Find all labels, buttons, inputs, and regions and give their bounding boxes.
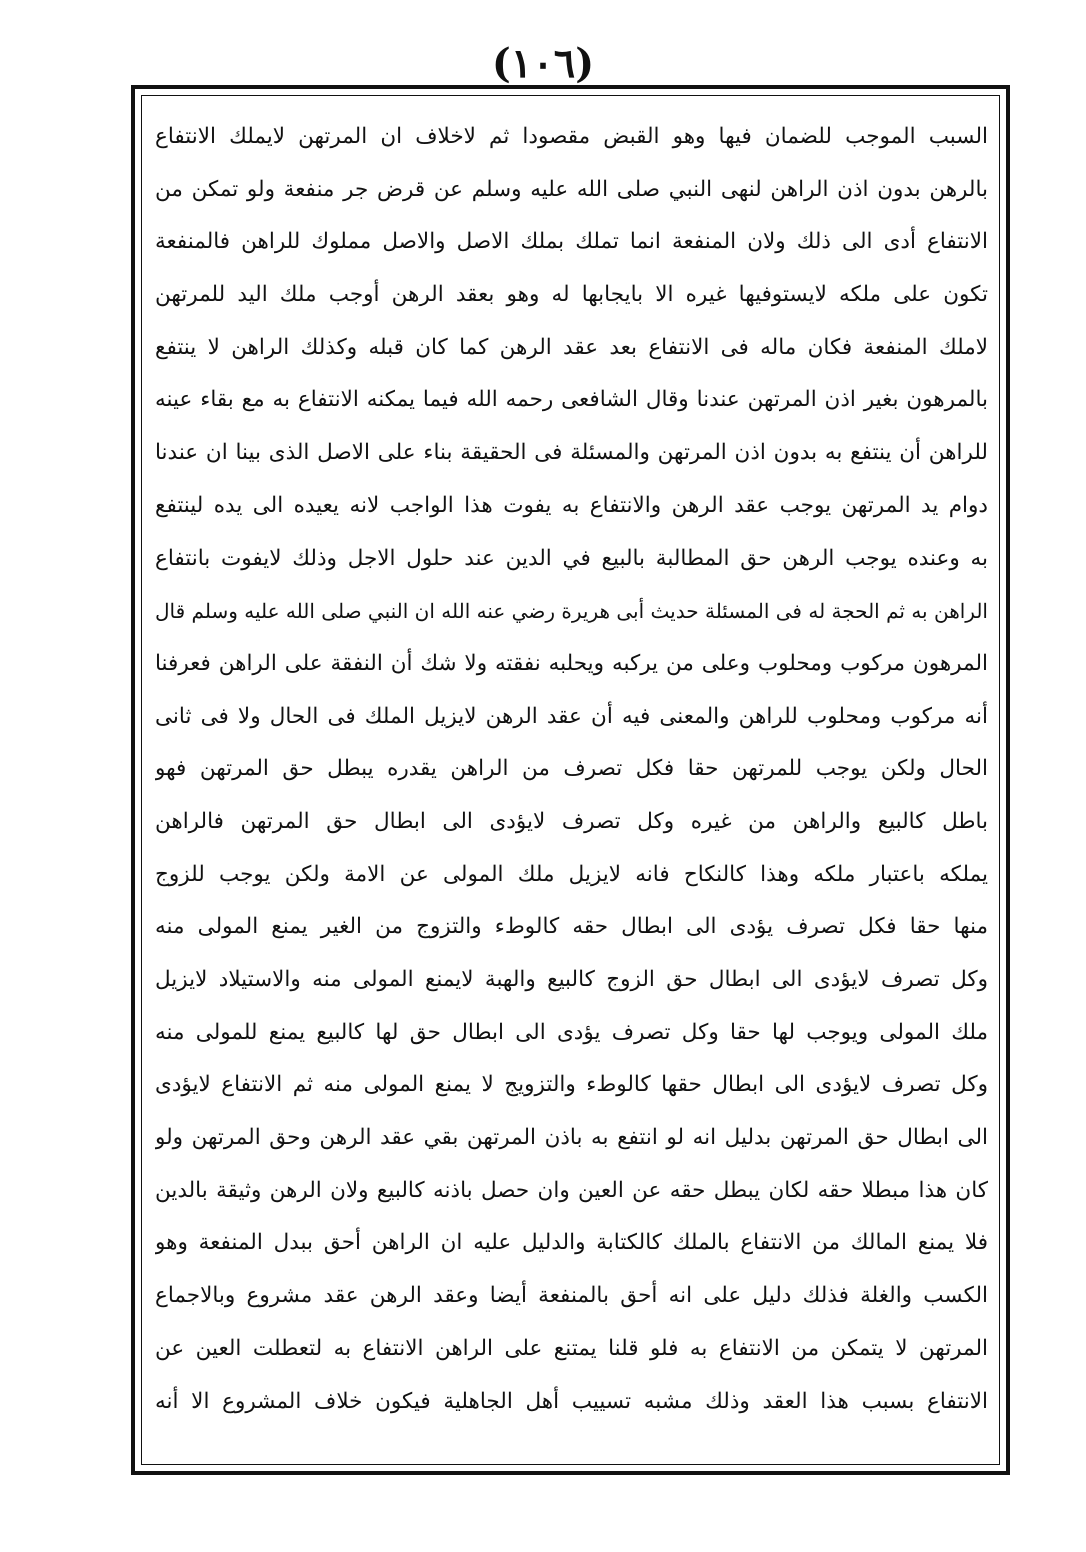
text-line: بالمرهون بغير اذن المرتهن عندنا وقال الشافعى رحمه الله فيما يمكنه الانتفاع به مع بقاء عينه: [155, 387, 988, 413]
text-line: الحال ولكن يوجب للمرتهن حقا فكل تصرف من الراهن يقدره يبطل حق المرتهن فهو: [155, 756, 988, 782]
text-line: ملك المولى ويوجب لها حقا وكل تصرف يؤدى الى ابطال حق لها كالبيع يمنع للمولى منه: [155, 1019, 988, 1045]
page-frame: [131, 85, 1010, 1475]
text-line: الراهن به ثم الحجة له فى المسئلة حديث أبى هريرة رضي عنه الله ان النبي صلى الله عليه وسلم قال: [155, 599, 988, 624]
text-line: المرتهن لا يتمكن من الانتفاع به فلو قلنا يمتنع على الراهن الانتفاع به لتعطلت العين عن: [155, 1335, 988, 1361]
text-line: باطل كالبيع والراهن من غيره وكل تصرف لايؤدى الى ابطال حق المرتهن فالراهن: [155, 808, 988, 834]
text-line: دوام يد المرتهن يوجب عقد الرهن والانتفاع به يفوت هذا الواجب لانه يعيده الى يده لينتفع: [155, 492, 988, 518]
text-line: منها حقا فكل تصرف يؤدى الى ابطال حقه كالوطء والتزوج من الغير يمنع المولى منه: [155, 914, 988, 940]
text-line: به وعنده يوجب الرهن حق المطالبة بالبيع في الدين عند حلول الاجل وذلك لايفوت بانتفاع: [155, 545, 988, 571]
text-line: المرهون مركوب ومحلوب وعلى من يركبه ويحلبه نفقته ولا شك أن النفقة على الراهن فعرفنا: [155, 650, 988, 676]
text-line: الانتفاع بسبب هذا العقد وذلك مشبه تسييب أهل الجاهلية فيكون خلاف المشروع الا أنه: [155, 1388, 988, 1414]
text-line: فلا يمنع المالك من الانتفاع بالملك كالكتابة والدليل عليه ان الراهن أحق ببدل المنفعة وهو: [155, 1230, 988, 1256]
text-line: الانتفاع أدى الى ذلك ولان المنفعة انما تملك بملك الاصل والاصل مملوك للراهن فالمنفعة: [155, 229, 988, 255]
text-line: أنه مركوب ومحلوب للراهن والمعنى فيه أن عقد الرهن لايزيل الملك فى الحال ولا فى ثانى: [155, 703, 988, 729]
text-line: كان هذا مبطلا حقه لكان يبطل حقه عن العين وان حصل باذنه كالبيع ولان الرهن وثيقة بالدين: [155, 1177, 988, 1203]
text-line: يملكه باعتبار ملكه وهذا كالنكاح فانه لايزيل ملك المولى عن الامة ولكن يوجب للزوج: [155, 861, 988, 887]
text-line: وكل تصرف لايؤدى الى ابطال حقها كالوطء والتزويج لا يمنع المولى منه ثم الانتفاع لايؤدى: [155, 1072, 988, 1098]
text-line: السبب الموجب للضمان فيها وهو القبض مقصودا ثم لاخلاف ان المرتهن لايملك الانتفاع: [155, 124, 988, 149]
main-text-block: [155, 111, 988, 1428]
text-line: تكون على ملكه لايستوفيها غيره الا بايجابها له وهو بعقد الرهن أوجب ملك اليد للمرتهن: [155, 282, 988, 308]
page-number: (١٠٦): [491, 40, 595, 87]
text-line: بالرهن بدون اذن الراهن لنهى النبي صلى الله عليه وسلم عن قرض جر منفعة ولو تمكن من: [155, 176, 988, 202]
text-line: الى ابطال حق المرتهن بدليل انه لو انتفع به باذن المرتهن بقي عقد الرهن وحق المرتهن ولو: [155, 1125, 988, 1151]
text-line: وكل تصرف لايؤدى الى ابطال حق الزوج كالبيع والهبة لايمنع المولى منه والاستيلاد لايزيل: [155, 967, 988, 992]
text-line: لاملك المنفعة فكان ماله فى الانتفاع بعد عقد الرهن كما كان قبله وكذلك الراهن لا ينتفع: [155, 334, 988, 360]
text-line: للراهن أن ينتفع به بدون اذن المرتهن والمسئلة فى الحقيقة بناء على الاصل الذى بينا ان عندنا: [155, 440, 988, 466]
text-line: الكسب والغلة فذلك دليل على انه أحق بالمنفعة أيضا وعقد الرهن عقد مشروع وبالاجماع: [155, 1283, 988, 1309]
